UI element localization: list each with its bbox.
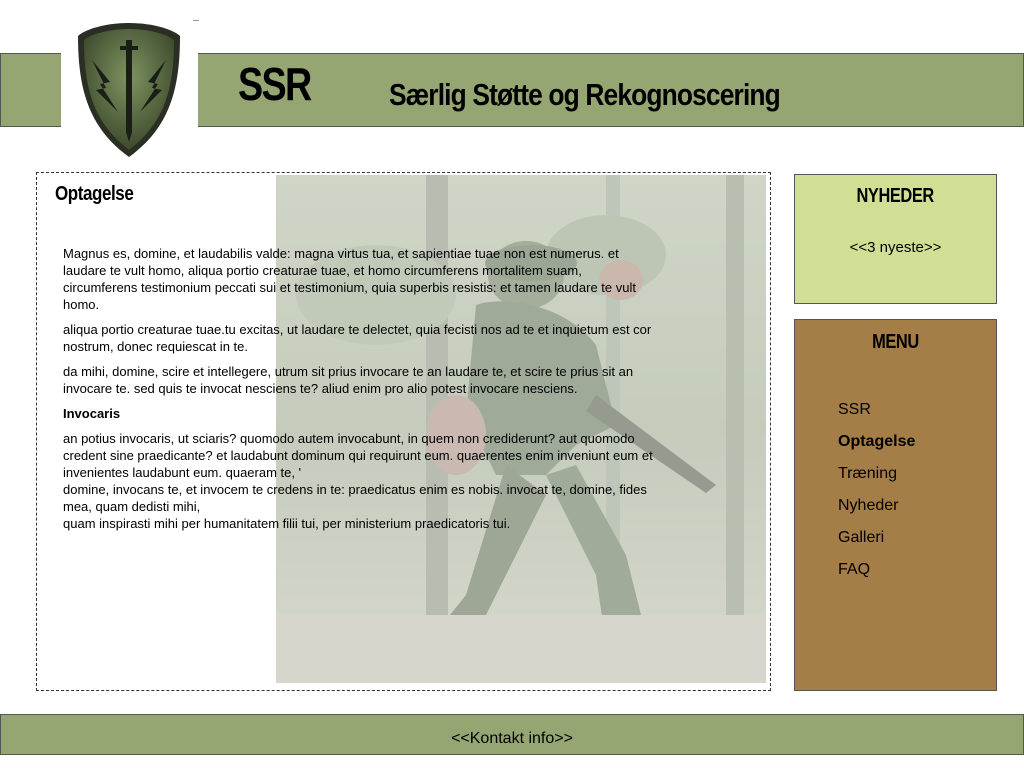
news-box bbox=[794, 174, 997, 304]
menu-item-traening[interactable]: Træning bbox=[838, 465, 897, 482]
logo-mark bbox=[193, 20, 199, 21]
menu-item-nyheder[interactable]: Nyheder bbox=[838, 497, 899, 514]
shield-logo-icon bbox=[74, 20, 184, 160]
paragraph-4 bbox=[63, 430, 653, 532]
paragraph-1: Magnus es, domine, et laudabilis valde: magna virtus tua, et sapientiae tuae non est numerus. et laudare te vult homo, aliqua portio creaturae tuae, et homo circumferens mortalitem suam, circumferens testimonium peccati sui et testimonium, quia superbis resistis: et tamen laudare te vult homo. bbox=[63, 246, 636, 312]
news-title: NYHEDER bbox=[856, 185, 935, 207]
paragraph-2: aliqua portio creaturae tuae.tu excitas, ut laudare te delectet, quia fecisti nos ad te et inquietum est cor nostrum, donec requiescat in te. bbox=[63, 322, 652, 354]
menu-title: MENU bbox=[872, 331, 919, 353]
paragraph-4-line-3: quam inspirasti mihi per humanitatem filii tui, per ministerium praedicatoris tui. bbox=[63, 516, 511, 531]
contact-info-link[interactable]: <<Kontakt info>> bbox=[451, 730, 573, 747]
site-subtitle: Særlig Støtte og Rekognoscering bbox=[389, 77, 780, 112]
paragraph-4-line-2: domine, invocans te, et invocem te credens in te: praedicatus enim es nobis. invocat te, domine, fides mea, quam dedisti mihi, bbox=[63, 482, 647, 514]
footer-band bbox=[0, 714, 1024, 755]
paragraph-3: da mihi, domine, scire et intellegere, utrum sit prius invocare te an laudare te, et scire te prius sit an invocare te. sed quis te invocat nesciens te? aliud enim pro alio potest invocare nesciens. bbox=[63, 364, 634, 396]
menu-item-faq[interactable]: FAQ bbox=[838, 561, 871, 578]
menu-list bbox=[838, 400, 915, 592]
content-body bbox=[63, 245, 653, 540]
content-panel bbox=[36, 172, 771, 691]
paragraph-4-line-1: an potius invocaris, ut sciaris? quomodo autem invocabunt, in quem non crediderunt? aut quomodo credent sine praedicante? et laudabunt dominum qui requirunt eum. quaerentes enim inveniunt eum et invenientes laudabunt eum. quaeram te, ' bbox=[63, 431, 653, 480]
logo[interactable] bbox=[61, 19, 198, 159]
menu-item-optagelse[interactable]: Optagelse bbox=[838, 433, 916, 450]
site-title: SSR bbox=[238, 58, 311, 110]
subheading: Invocaris bbox=[63, 406, 121, 421]
menu-item-ssr[interactable]: SSR bbox=[838, 401, 871, 418]
news-latest-link[interactable]: <<3 nyeste>> bbox=[849, 239, 942, 256]
menu-box bbox=[794, 319, 997, 691]
content-title: Optagelse bbox=[55, 183, 134, 205]
menu-item-galleri[interactable]: Galleri bbox=[838, 529, 885, 546]
